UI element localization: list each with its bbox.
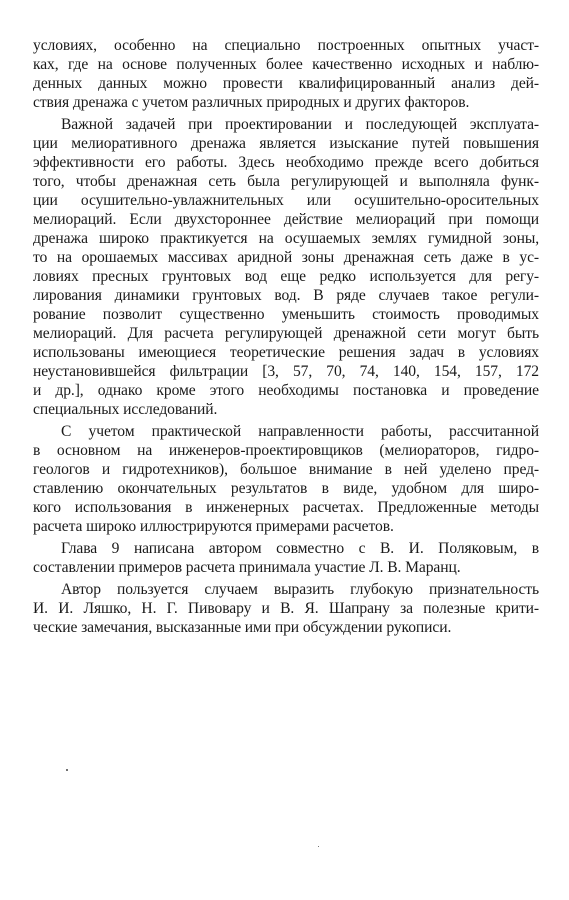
paragraph-2 xyxy=(33,115,539,419)
text-line: ции осушительно-увлажнительных или осушительно-оросительных xyxy=(33,192,539,209)
paragraph-3 xyxy=(33,422,539,536)
text-line: ции мелиоративного дренажа является изыскание путей повышения xyxy=(33,135,539,152)
text-line: ставлению окончательных результатов в виде, удобном для широ- xyxy=(33,480,539,497)
text-line: Глава 9 написана автором совместно с В. И. Поляковым, в xyxy=(61,540,539,557)
text-line: кого использования в инженерных расчетах. Предложенные методы xyxy=(33,499,539,516)
paragraph-5 xyxy=(33,580,539,637)
body-text xyxy=(33,36,539,640)
text-line: то на орошаемых массивах аридной зоны дренажная сеть даже в ус- xyxy=(33,249,539,266)
text-line: ках, где на основе полученных более качественно исходных и наблю- xyxy=(33,56,539,73)
text-line: расчета широко иллюстрируются примерами расчетов. xyxy=(33,518,394,535)
text-line: геологов и гидротехников), большое внимание в ней уделено пред- xyxy=(33,461,539,478)
text-line: рование позволит существенно уменьшить стоимость проводимых xyxy=(33,306,539,323)
text-line: ствия дренажа с учетом различных природных и других факторов. xyxy=(33,94,470,111)
text-line: мелиораций. Для расчета регулирующей дренажной сети могут быть xyxy=(33,325,539,342)
paragraph-1 xyxy=(33,36,539,112)
text-line: Важной задачей при проектировании и последующей эксплуата- xyxy=(61,116,539,133)
scan-speck xyxy=(318,846,319,847)
text-line: денных данных можно провести квалифицированный анализ дей- xyxy=(33,75,539,92)
text-line: использованы имеющиеся теоретические решения задач в условиях xyxy=(33,344,539,361)
text-line: ловиях пресных грунтовых вод еще редко используется для регу- xyxy=(33,268,539,285)
text-line: ческие замечания, высказанные ими при обсуждении рукописи. xyxy=(33,619,452,636)
text-line: специальных исследований. xyxy=(33,401,218,418)
scan-speck xyxy=(66,769,68,771)
text-line: мелиораций. Если двухстороннее действие мелиораций при помощи xyxy=(33,211,539,228)
text-line: и др.], однако кроме этого необходимы постановка и проведение xyxy=(33,382,539,399)
text-line: в основном на инженеров-проектировщиков (мелиораторов, гидро- xyxy=(33,442,539,459)
text-line: С учетом практической направленности работы, рассчитанной xyxy=(61,423,539,440)
text-line: дренажа широко практикуется на осушаемых землях гумидной зоны, xyxy=(33,230,539,247)
text-line: эффективности его работы. Здесь необходимо прежде всего добиться xyxy=(33,154,539,171)
text-line: Автор пользуется случаем выразить глубокую признательность xyxy=(61,581,539,598)
text-line: неустановившейся фильтрации [3, 57, 70, 74, 140, 154, 157, 172 xyxy=(33,363,539,380)
text-line: лирования динамики грунтовых вод. В ряде случаев такое регули- xyxy=(33,287,539,304)
text-line: И. И. Ляшко, Н. Г. Пивовару и В. Я. Шапрану за полезные крити- xyxy=(33,600,539,617)
text-line: составлении примеров расчета принимала участие Л. В. Маранц. xyxy=(33,559,461,576)
paragraph-4 xyxy=(33,539,539,577)
text-line: условиях, особенно на специально построенных опытных участ- xyxy=(33,37,539,54)
text-line: того, чтобы дренажная сеть была регулирующей и выполняла функ- xyxy=(33,173,539,190)
